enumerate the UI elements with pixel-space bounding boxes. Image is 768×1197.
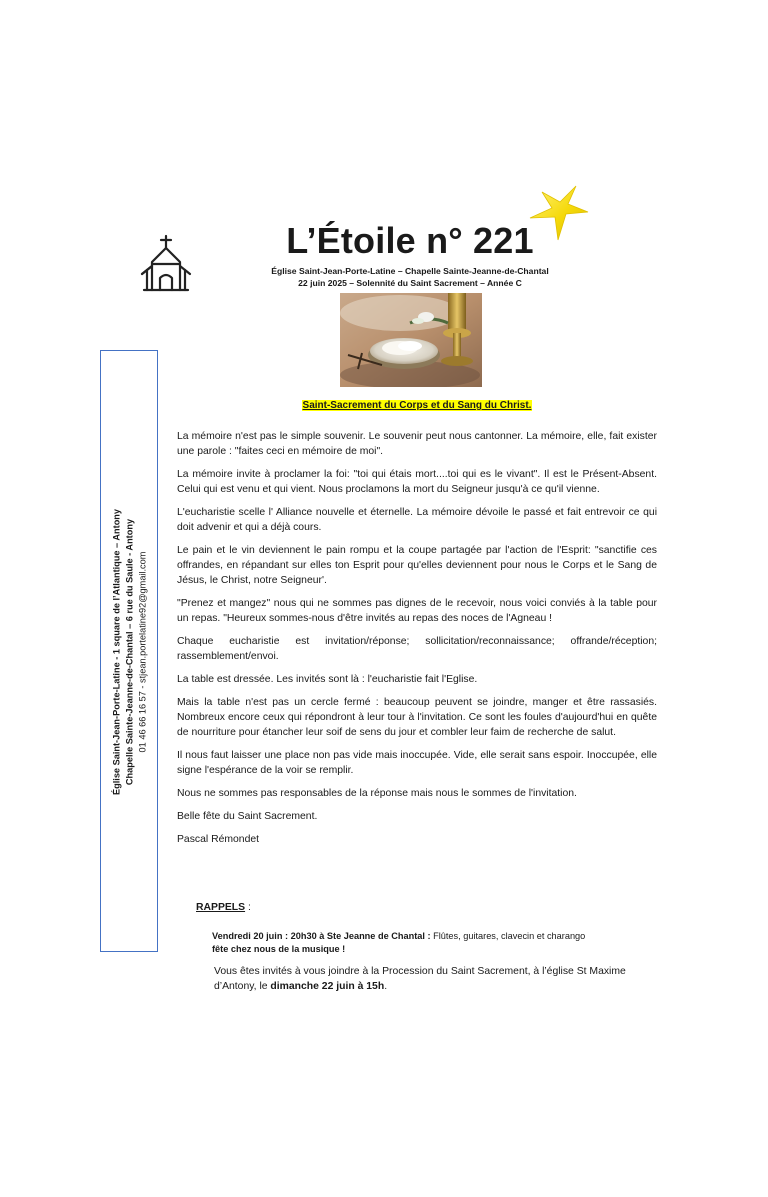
reminder-procession-text: Vous êtes invités à vous joindre à la Procession du Saint Sacrement, à l’église St Maxime d’Antony, le (214, 966, 626, 992)
contact-line: 01 46 66 16 57 - stjean.portelatine92@gmail.com (137, 551, 148, 753)
section-heading-text: Saint-Sacrement du Corps et du Sang du Christ. (302, 400, 532, 411)
reminder-procession-end: . (384, 981, 388, 992)
paragraph: Nous ne sommes pas responsables de la réponse mais nous le sommes de l'invitation. (177, 788, 577, 799)
signature: Pascal Rémondet (177, 834, 260, 845)
rappels-label: RAPPELS (196, 902, 246, 913)
article-body (177, 429, 657, 855)
address-box (100, 350, 158, 952)
church-icon (138, 234, 194, 294)
subtitle-parishes: Église Saint-Jean-Porte-Latine – Chapelle Sainte-Jeanne-de-Chantal (271, 266, 549, 276)
paragraph: La mémoire invite à proclamer la foi: "toi qui étais mort....toi qui es le vivant". Il est le Présent-Absent. Celui qui est venu et qui vient. Nous proclamons la mort du Seigneur jusqu'à ce qu'il vienne. (177, 469, 657, 495)
reminder-procession-date: dimanche 22 juin à 15h (270, 981, 385, 992)
reminder-concert-date: Vendredi 20 juin : 20h30 à Ste Jeanne de Chantal : (212, 931, 431, 941)
rappels-colon: : (245, 902, 251, 913)
paragraph: La mémoire n'est pas le simple souvenir. Le souvenir peut nous cantonner. La mémoire, elle, fait exister une parole : "faites ceci en mémoire de moi". (177, 431, 657, 457)
paragraph: Mais la table n'est pas un cercle fermé : beaucoup peuvent se joindre, manger et être rassasiés. Nombreux encore ceux qui répondront à leur tour à l'invitation. Ce sont les foules d'aujourd'hui en quête de nourriture pour étancher leur soif de sens du jour et combler leur faim de recherche de salut. (177, 697, 657, 738)
paragraph: "Prenez et mangez" nous qui ne sommes pas dignes de le recevoir, nous voici conviés à la table pour un repas. "Heureux sommes-nous d'être invités au repas des noces de l'Agneau ! (177, 598, 657, 624)
address-text (111, 362, 150, 942)
eucharist-photo (340, 293, 482, 387)
paragraph: La table est dressée. Les invités sont là : l'eucharistie fait l'Eglise. (177, 674, 478, 685)
reminder-concert-text: Flûtes, guitares, clavecin et charango (430, 931, 586, 941)
rappels-heading (196, 902, 251, 913)
paragraph: Il nous faut laisser une place non pas vide mais inoccupée. Vide, elle serait sans espoir. Inoccupée, elle signe l'espérance de la voir se remplir. (177, 750, 657, 776)
reminder-concert-line2: fête chez nous de la musique ! (212, 944, 346, 954)
paragraph: Chaque eucharistie est invitation/réponse; sollicitation/reconnaissance; offrande/réception; rassemblement/envoi. (177, 636, 657, 662)
reminder-concert (212, 930, 662, 956)
paragraph: L'eucharistie scelle l' Alliance nouvelle et éternelle. La mémoire dévoile le passé et fait entrevoir ce qui doit advenir et qui a déjà cours. (177, 507, 657, 533)
subtitle-date: 22 juin 2025 – Solennité du Saint Sacrement – Année C (298, 278, 522, 288)
address-church: Église Saint-Jean-Porte-Latine - 1 square de l’Atlantique – Antony (111, 508, 122, 796)
reminder-procession (214, 964, 664, 994)
section-heading (170, 400, 664, 411)
paragraph: Belle fête du Saint Sacrement. (177, 811, 318, 822)
address-chapel: Chapelle Sainte-Jeanne-de-Chantal – 6 rue du Saule - Antony (124, 518, 135, 786)
paragraph: Le pain et le vin deviennent le pain rompu et la coupe partagée par l'action de l'Esprit: "sanctifie ces offrandes, en répandant sur elles ton Esprit pour qu'elles deviennent pour nous le Corps et le Sang de Jésus, le Christ, notre Seigneur'. (177, 545, 657, 586)
newsletter-title: L’Étoile n° 221 (286, 220, 534, 261)
